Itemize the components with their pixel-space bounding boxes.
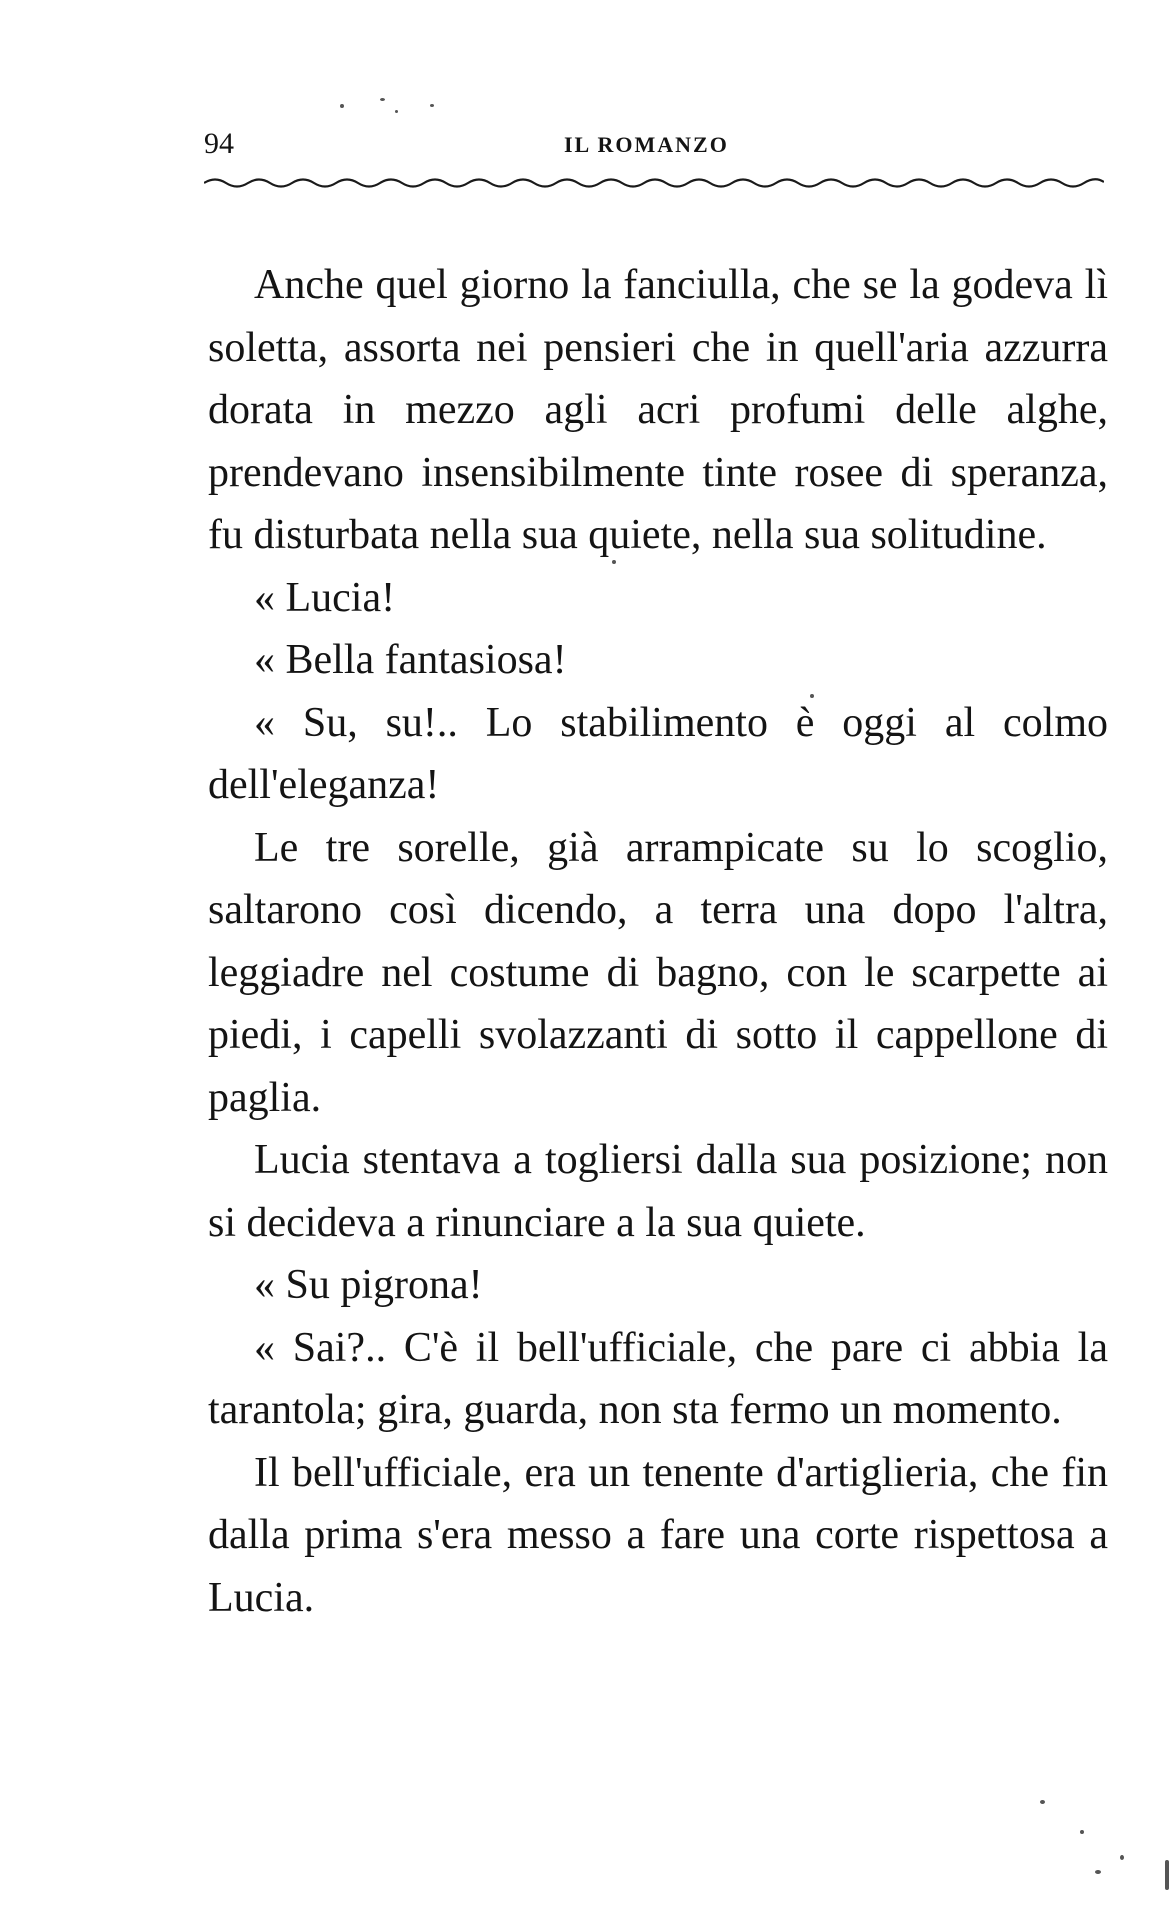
paragraph-3: « Bella fantasiosa! <box>254 637 567 683</box>
paragraph-1: Anche quel giorno la fanciulla, che se la godeva lì soletta, assorta nei pensieri che in quell'aria azzurra dorata in mezzo agli acri profumi delle alghe, prendevano insensibilmente tinte rosee di speranza, fu disturbata nella sua quiete, nella sua solitudine. <box>208 262 1108 558</box>
print-speck <box>380 98 385 101</box>
print-speck <box>612 560 616 564</box>
body-text <box>208 254 1108 1629</box>
print-speck <box>1120 1855 1124 1860</box>
paragraph-4: « Su, su!.. Lo stabilimento è oggi al colmo dell'eleganza! <box>208 699 1108 808</box>
print-speck <box>1165 1860 1169 1890</box>
page-number: 94 <box>204 127 234 160</box>
page-header <box>204 124 1104 164</box>
paragraph-7: « Su pigrona! <box>254 1262 483 1308</box>
print-speck <box>340 104 344 108</box>
print-speck <box>430 104 434 107</box>
wavy-rule <box>204 176 1104 190</box>
paragraph-6: Lucia stentava a togliersi dalla sua posizione; non si decideva a rinunciare a la sua quiete. <box>208 1137 1108 1246</box>
paragraph-8: « Sai?.. C'è il bell'ufficiale, che pare ci abbia la tarantola; gira, guarda, non sta fermo un momento. <box>208 1324 1108 1433</box>
print-speck <box>1040 1800 1045 1804</box>
print-speck <box>810 694 814 698</box>
running-title: IL ROMANZO <box>564 132 729 157</box>
print-speck <box>1095 1870 1101 1874</box>
paragraph-2: « Lucia! <box>254 574 396 621</box>
paragraph-5: Le tre sorelle, già arrampicate su lo scoglio, saltarono così dicendo, a terra una dopo l'altra, leggiadre nel costume di bagno, con le scarpette ai piedi, i capelli svolazzanti di sotto il cappellone di paglia. <box>208 824 1108 1121</box>
paragraph-9: Il bell'ufficiale, era un tenente d'artiglieria, che fin dalla prima s'era messo a fare una corte rispettosa a Lucia. <box>208 1449 1108 1621</box>
print-speck <box>395 110 398 113</box>
wavy-rule-line <box>204 179 1104 186</box>
print-speck <box>1080 1830 1084 1834</box>
